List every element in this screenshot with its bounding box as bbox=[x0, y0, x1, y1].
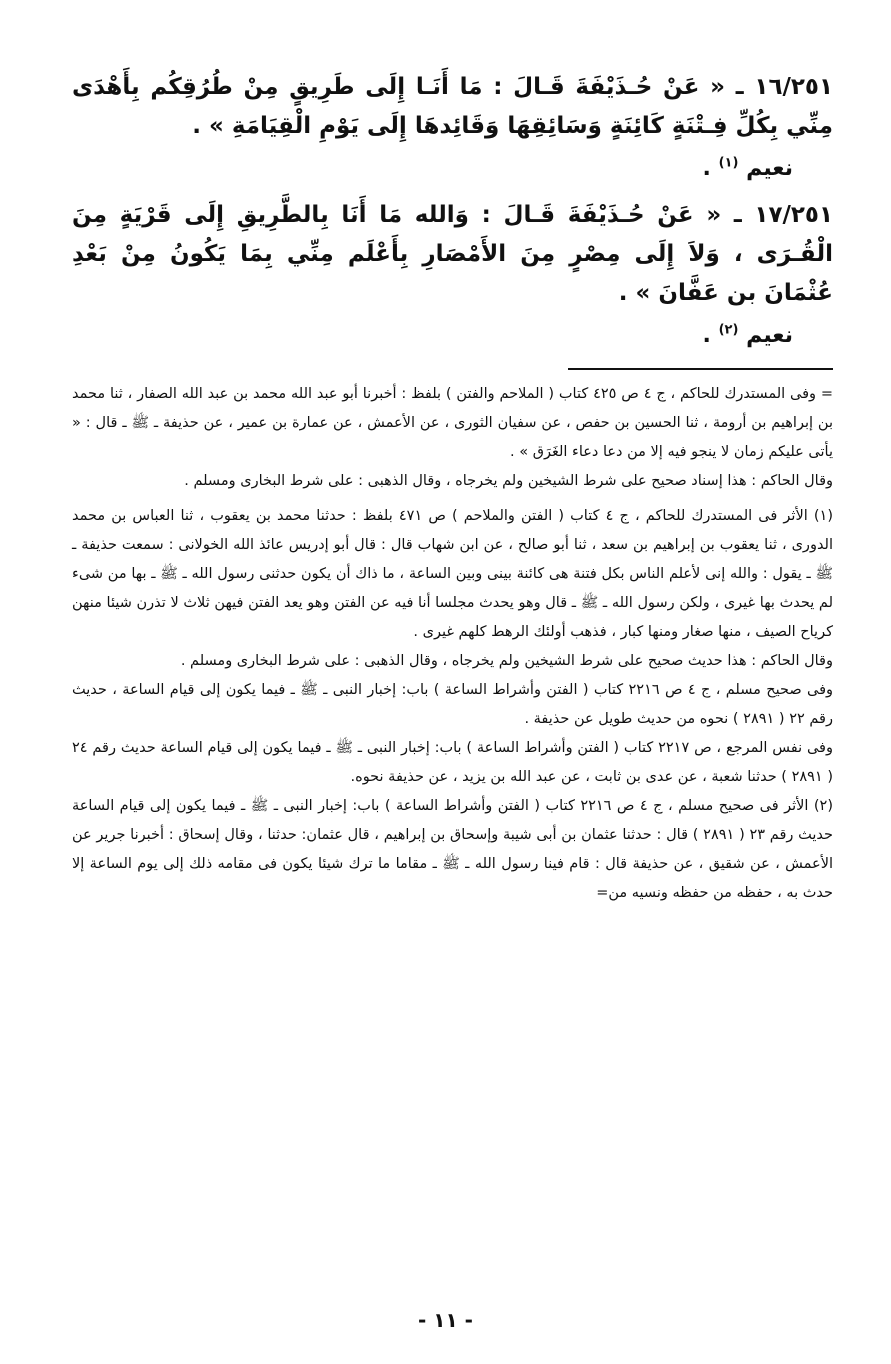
hadith-251-17: ١٧/٢٥١ ـ « عَنْ حُـذَيْفَةَ قَـالَ : وَالله مَا أَنَا بِالطَّرِيقِ إِلَى قَرْيَةٍ مِنَ الْقُـرَى ، وَلاَ إِلَى مِصْرٍ مِنَ الأَمْصَارِ بِأَعْلَم مِنِّي بِمَا يَكُونُ مِنْ بَعْدِ عُثْمَانَ بن عَفَّانَ » . bbox=[72, 201, 833, 306]
hadith-source-line: نعيم $^{(٢)}$ . bbox=[702, 322, 793, 348]
footnote-paragraph: وقال الحاكم : هذا حديث صحيح على شرط الشيخين ولم يخرجاه ، وقال الذهبى : على شرط البخارى ومسلم . bbox=[180, 653, 833, 670]
page-number: - ١١ - bbox=[418, 1308, 473, 1332]
footnote-2: (٢) الأثر فى صحيح مسلم ، ج ٤ ص ٢٢١٦ كتاب ( الفتن وأشراط الساعة ) باب: إخبار النبى ـ ﷺ ـ فيما يكون إلى قيام الساعة حديث رقم ٢٣ ( ٢٨٩١ ) قال : حدثنا عثمان بن أبى شيبة وإسحاق بن إبراهيم ، قال عثمان: حدثنا ، وقال إسحاق : أخبرنا جرير عن الأعمش ، عن شقيق ، عن حذيفة قال : قام فينا رسول الله ـ ﷺ ـ مقاما ما ترك شيئا يكون فى مقامه ذلك إلى يوم الساعة إلا حدث به ، حفظه من حفظه ونسيه من= bbox=[72, 798, 833, 902]
source-name: نعيم bbox=[746, 156, 793, 182]
footnote-ref: (٢) bbox=[718, 322, 739, 338]
footnote-paragraph: وفى نفس المرجع ، ص ٢٢١٧ كتاب ( الفتن وأشراط الساعة ) باب: إخبار النبى ـ ﷺ ـ فيما يكون إلى قيام الساعة حديث رقم ٢٤ ( ٢٨٩١ ) حدثنا شعبة ، عن عدى بن ثابت ، عن عبد الله بن يزيد ، عن حذيفة نحوه. bbox=[72, 740, 833, 786]
footnote-paragraph: وفى صحيح مسلم ، ج ٤ ص ٢٢١٦ كتاب ( الفتن وأشراط الساعة ) باب: إخبار النبى ـ ﷺ ـ فيما يكون إلى قيام الساعة ، حديث رقم ٢٢ ( ٢٨٩١ ) نحوه من حديث طويل عن حذيفة . bbox=[72, 682, 834, 728]
footnote-separator bbox=[568, 368, 833, 370]
footnote-ref: (١) bbox=[718, 155, 739, 171]
hadith-251-16: ١٦/٢٥١ ـ « عَنْ حُـذَيْفَةَ قَـالَ : مَا أَنَـا إِلَى طَرِيقٍ مِنْ طُرُقِكُم بِأَهْدَى مِنِّي بِكُلِّ فِـتْنَةٍ كَائِنَةٍ وَسَائِقِهَا وَقَائِدهَا إِلَى يَوْمِ الْقِيَامَةِ » . bbox=[72, 74, 833, 140]
footnote-1: (١) الأثر فى المستدرك للحاكم ، ج ٤ كتاب ( الفتن والملاحم ) ص ٤٧١ بلفظ : حدثنا محمد بن يعقوب ، ثنا العباس بن محمد الدورى ، ثنا يعقوب بن إبراهيم بن سعد ، ثنا أبو صالح ، عن ابن شهاب قال : قال أبو إدريس عائذ الله الخولانى : سمعت حذيفة ـ ﷺ ـ يقول : والله إنى لأعلم الناس بكل فتنة هى كائنة بينى وبين الساعة ، ما ذاك أن يكون حدثنى رسول الله ـ ﷺ ـ بها من شىء لم يحدث بها غيرى ، ولكن رسول الله ـ ﷺ ـ قال وهو يحدث مجلسا أنا فيه عن الفتن وهو يعد الفتن فيهن ثلاث لا تذرن شيئا منهن كرياح الصيف ، منها صغار ومنها كبار ، فذهب أولئك الرهط كلهم غيرى . bbox=[72, 508, 833, 641]
source-name: نعيم bbox=[746, 322, 793, 348]
footnotes bbox=[72, 380, 833, 908]
footnote-paragraph: وقال الحاكم : هذا إسناد صحيح على شرط الشيخين ولم يخرجاه ، وقال الذهبى : على شرط البخارى ومسلم . bbox=[184, 473, 833, 490]
main-text bbox=[72, 68, 833, 354]
hadith-source-line: نعيم $^{(١)}$ . bbox=[702, 155, 793, 182]
footnote-continuation: = وفى المستدرك للحاكم ، ج ٤ ص ٤٢٥ كتاب ( الملاحم والفتن ) بلفظ : أخبرنا أبو عبد الله محمد بن عبد الله الصفار ، ثنا محمد بن إبراهيم بن أرومة ، ثنا الحسين بن حفص ، عن سفيان الثورى ، عن الأعمش ، عن عمارة بن عمير ، عن حذيفة ـ ﷺ ـ قال : « يأتى عليكم زمان لا ينجو فيه إلا من دعا دعاء الغَرَق » . bbox=[72, 386, 834, 461]
